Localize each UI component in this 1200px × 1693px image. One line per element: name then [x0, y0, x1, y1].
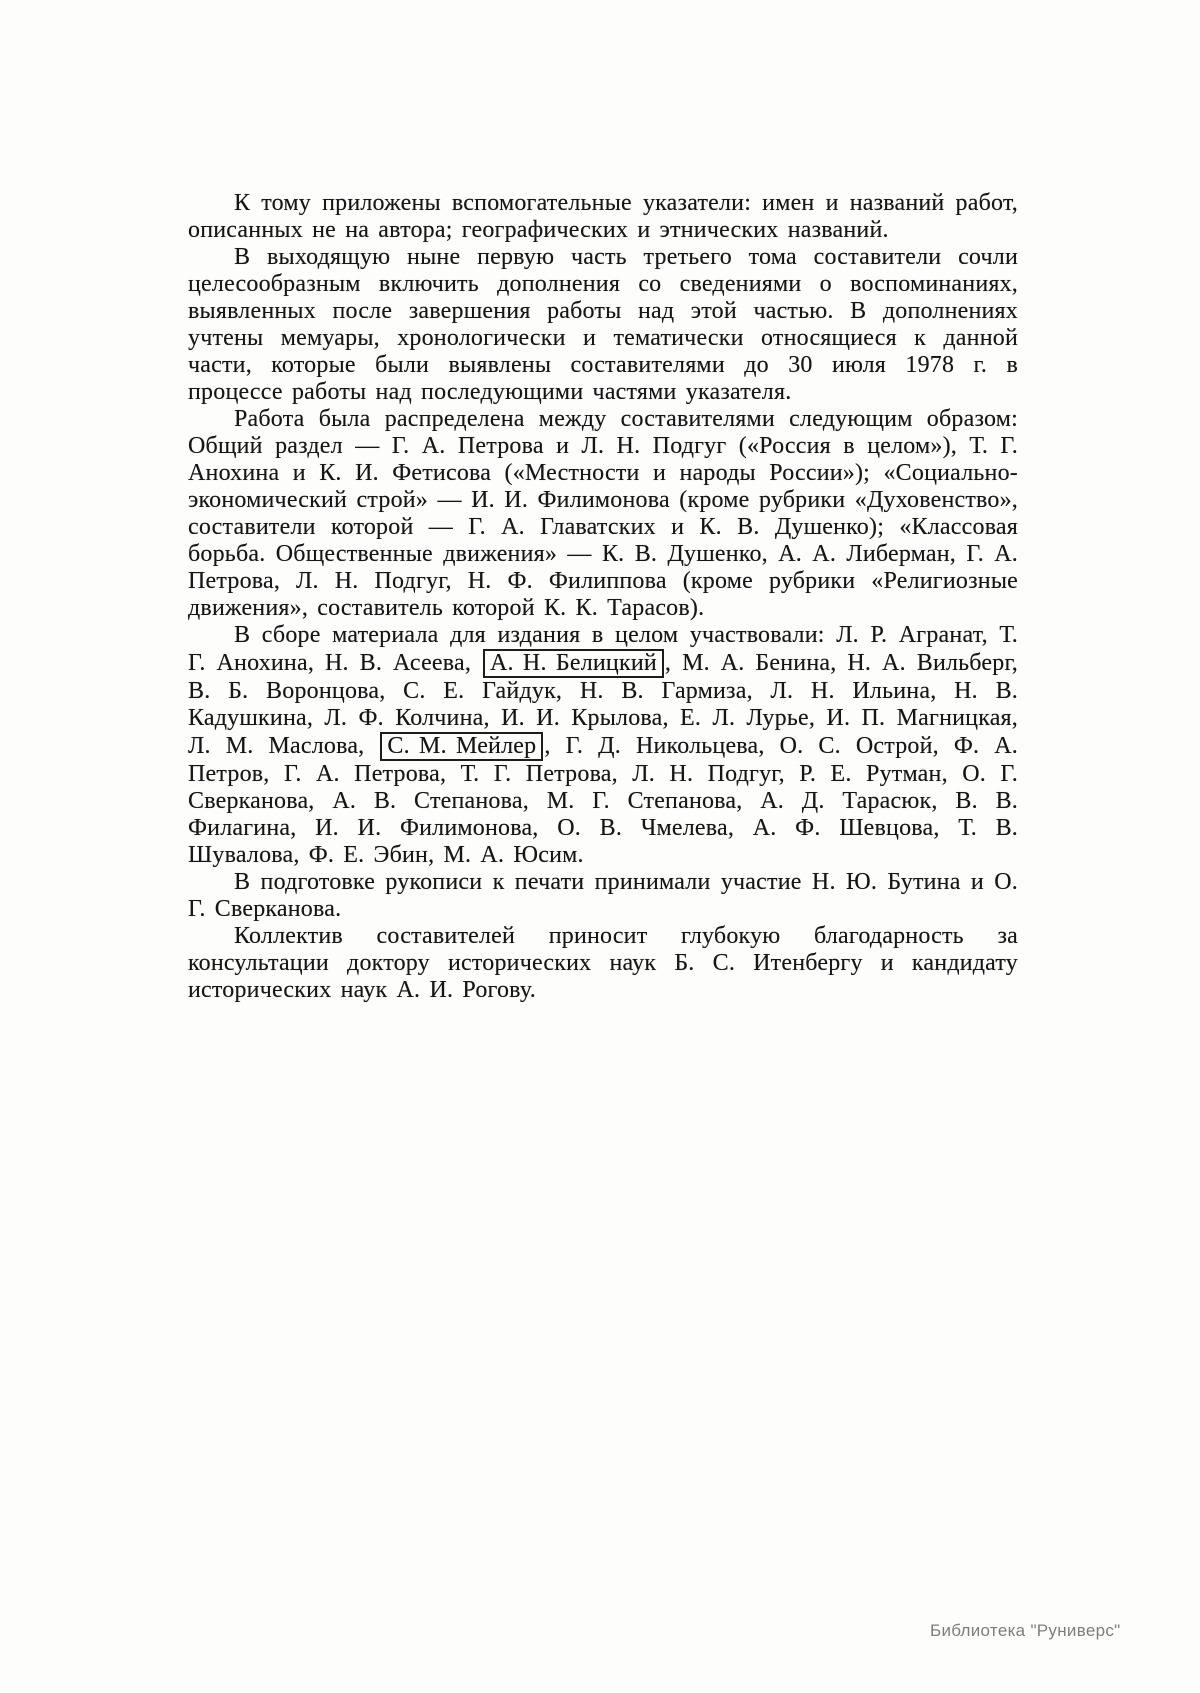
text-segment: , М. А. Бенина, Н. А. Вильберг, В. Б. Воронцова, С. Е. Гайдук, Н. В. Гармиза, Л. Н. Ильина, Н. В. Кадушкина, Л. Ф. Колчина, И. И. Крылова, Е. Л. Лурье, И. П. Магницкая, Л. М. Маслова, — [188, 650, 1018, 759]
additions-note — [188, 244, 1018, 406]
watermark: Библиотека "Руниверс" — [930, 1621, 1121, 1640]
text-segment: В выходящую ныне первую часть третьего тома составители сочли целесообразным включить дополнения со сведениями о воспоминаниях, выявленных после завершения работы над этой частью. В дополнениях учтены мемуары, хронологически и тематически относящиеся к данной части, которые были выявлены составителями до 30 июля 1978 г. в процессе работы над последующими частями указателя. — [188, 244, 1018, 405]
text-segment: В подготовке рукописи к печати принимали участие Н. Ю. Бутина и О. Г. Сверканова. — [188, 869, 1018, 922]
manuscript-preparation — [188, 869, 1018, 923]
work-distribution — [188, 406, 1018, 622]
text-segment: Коллектив составителей приносит глубокую благодарность за консультации доктору исторических наук Б. С. Итенбергу и кандидату исторических наук А. И. Рогову. — [188, 923, 1018, 1003]
text-block — [188, 190, 1018, 1004]
acknowledgements — [188, 923, 1018, 1004]
auxiliary-indexes-note — [188, 190, 1018, 244]
text-segment: Работа была распределена между составителями следующим образом: Общий раздел — Г. А. Петрова и Л. Н. Подгуг («Россия в целом»), Т. Г. Анохина и К. И. Фетисова («Местности и народы России»); «Социально-экономический строй» — И. И. Филимонова (кроме рубрики «Духовенство», составители которой — Г. А. Главатских и К. В. Душенко); «Классовая борьба. Общественные движения» — К. В. Душенко, А. А. Либерман, Г. А. Петрова, Л. Н. Подгуг, Н. Ф. Филиппова (кроме рубрики «Религиозные движения», составитель которой К. К. Тарасов). — [188, 406, 1018, 621]
contributors-list — [188, 622, 1018, 869]
deceased-name-box: С. М. Мейлер — [380, 732, 543, 761]
text-segment: , Г. Д. Никольцева, О. С. Острой, Ф. А. Петров, Г. А. Петрова, Т. Г. Петрова, Л. Н. Подгуг, Р. Е. Рутман, О. Г. Сверканова, А. В. Степанова, М. Г. Степанова, А. Д. Тарасюк, В. В. Филагина, И. И. Филимонова, О. В. Чмелева, А. Ф. Шевцова, Т. В. Шувалова, Ф. Е. Эбин, М. А. Юсим. — [188, 733, 1019, 868]
text-segment: В сборе материала для издания в целом участвовали: Л. Р. Агранат, Т. Г. Анохина, Н. В. Асеева, — [188, 622, 1018, 676]
text-segment: К тому приложены вспомогательные указатели: имен и названий работ, описанных не на автора; географических и этнических названий. — [188, 190, 1018, 243]
deceased-name-box: А. Н. Белицкий — [483, 649, 664, 678]
